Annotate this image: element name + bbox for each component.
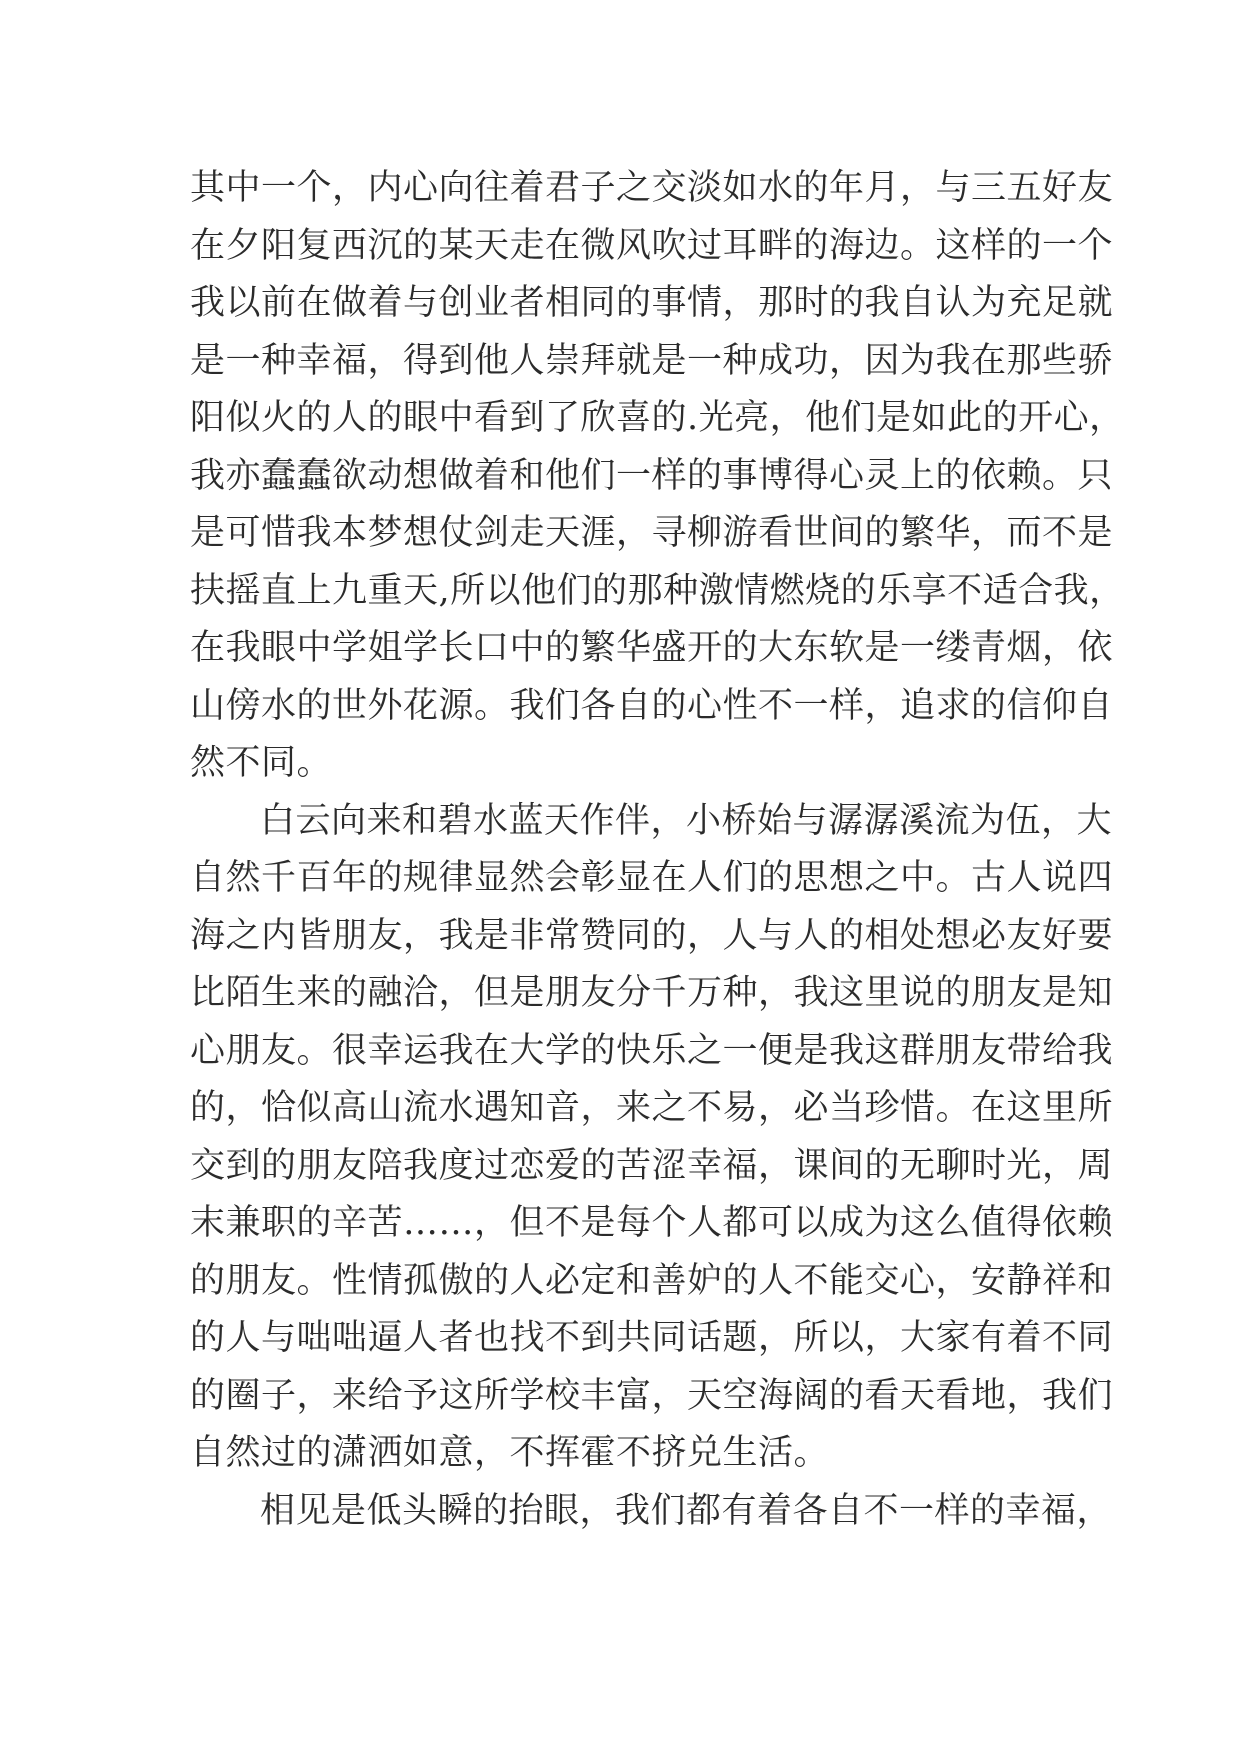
text-line-16: 心朋友。很幸运我在大学的快乐之一便是我这群朋友带给我 [190, 1030, 1114, 1071]
text-line-8: 扶摇直上九重天,所以他们的那种激情燃烧的乐享不适合我， [190, 570, 1125, 611]
text-line-17: 的，恰似高山流水遇知音，来之不易，必当珍惜。在这里所 [190, 1088, 1114, 1128]
text-line-7: 是可惜我本梦想仗剑走天涯，寻柳游看世间的繁华，而不是 [190, 513, 1114, 553]
text-line-1: 其中一个，内心向往着君子之交淡如水的年月，与三五好友 [190, 168, 1114, 208]
text-line-19: 末兼职的辛苦……，但不是每个人都可以成为这么值得依赖 [190, 1203, 1114, 1243]
text-line-21: 的人与咄咄逼人者也找不到共同话题，所以，大家有着不同 [190, 1318, 1114, 1358]
text-line-2: 在夕阳复西沉的某天走在微风吹过耳畔的海边。这样的一个 [190, 225, 1114, 266]
paragraph-start-line-12: 白云向来和碧水蓝天作伴，小桥始与潺潺溪流为伍，大 [260, 800, 1113, 841]
text-line-6: 我亦蠢蠢欲动想做着和他们一样的事博得心灵上的依赖。只 [190, 455, 1114, 496]
text-line-23: 自然过的潇洒如意，不挥霍不挤兑生活。 [190, 1433, 830, 1473]
text-line-10: 山傍水的世外花源。我们各自的心性不一样，追求的信仰自 [190, 685, 1114, 726]
text-line-5: 阳似火的人的眼中看到了欣喜的.光亮，他们是如此的开心， [190, 398, 1125, 438]
text-line-4: 是一种幸福，得到他人崇拜就是一种成功，因为我在那些骄 [190, 340, 1114, 381]
text-line-14: 海之内皆朋友，我是非常赞同的，人与人的相处想必友好要 [190, 915, 1114, 956]
body-text [190, 160, 1125, 1540]
text-line-9: 在我眼中学姐学长口中的繁华盛开的大东软是一缕青烟，依 [190, 628, 1114, 668]
text-line-20: 的朋友。性情孤傲的人必定和善妒的人不能交心，安静祥和 [190, 1260, 1114, 1301]
text-line-18: 交到的朋友陪我度过恋爱的苦涩幸福，课间的无聊时光，周 [190, 1145, 1114, 1186]
text-line-13: 自然千百年的规律显然会彰显在人们的思想之中。古人说四 [190, 858, 1114, 898]
text-line-15: 比陌生来的融洽，但是朋友分千万种，我这里说的朋友是知 [190, 973, 1114, 1013]
text-line-3: 我以前在做着与创业者相同的事情，那时的我自认为充足就 [190, 283, 1114, 323]
paragraph-start-line-24: 相见是低头瞬的抬眼，我们都有着各自不一样的幸福， [260, 1490, 1113, 1531]
text-line-22: 的圈子，来给予这所学校丰富，天空海阔的看天看地，我们 [190, 1375, 1114, 1416]
text-line-11: 然不同。 [190, 743, 333, 783]
